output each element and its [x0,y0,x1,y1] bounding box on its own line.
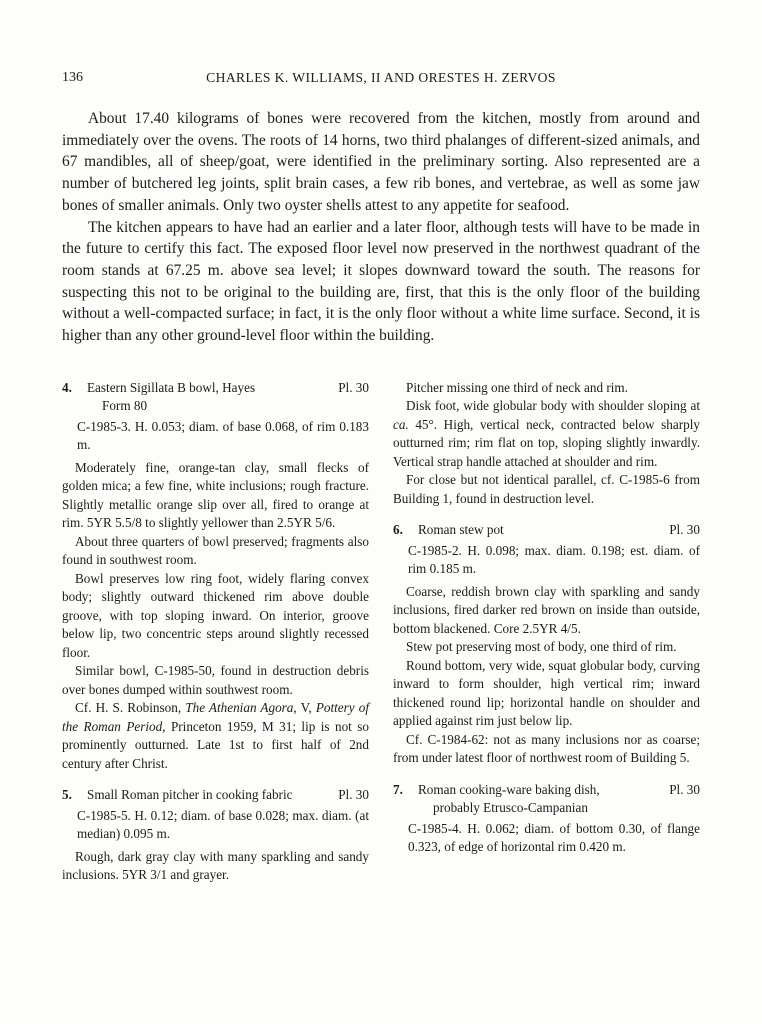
entry-7-plate-ref: Pl. 30 [669,781,700,797]
shape-text: 45°. High, vertical neck, contracted below sharply outturned rim; rim flat on top, sloping slightly inwardly. Vertical strap handle attached at shoulder and rim. [393,416,700,469]
citation-text: , V, [293,700,316,716]
entry-4-shape-paragraph: Bowl preserves low ring foot, widely flaring convex body; slightly outward thickened rim above double groove, with top sloping inward. On interior, groove below lip, two concentric steps around slightly recessed floor. [62,570,369,660]
citation-book-title: The Athenian Agora [185,700,294,716]
entry-5-title-line1: Small Roman pitcher in cooking fabric [87,787,293,803]
entry-6-parallel-paragraph: Cf. C-1984-62: not as many inclusions nor as coarse; from under latest floor of northwest room of Building 5. [393,731,700,766]
entry-4-title-line1: Eastern Sigillata B bowl, Hayes [87,379,256,395]
page-number: 136 [62,70,83,85]
entry-5-heading [62,786,369,805]
intro-section [62,108,700,347]
citation-text: Cf. H. S. Robinson, [75,700,186,716]
entry-5-parallel-paragraph: For close but not identical parallel, cf. C-1985-6 from Building 1, found in destruction level. [393,472,700,506]
entry-6-number: 6. [393,522,403,538]
entry-4-plate-ref: Pl. 30 [338,379,369,395]
entry-5-shape-paragraph [393,397,700,471]
entry-4-title [87,379,332,416]
entry-4-citation-paragraph [62,699,369,773]
entry-4-dimensions: C-1985-3. H. 0.053; diam. of base 0.068, of rim 0.183 m. [77,418,369,453]
entry-7-title [418,781,663,818]
entry-6-fabric-paragraph: Coarse, reddish brown clay with sparkling and sandy inclusions, fired darker red brown on inside than outside, bottom blackened. Core 2.5YR 4/5. [393,583,700,636]
entry-7-heading [393,781,700,818]
entry-5-number: 5. [62,787,72,803]
entry-7-dimensions: C-1985-4. H. 0.062; diam. of bottom 0.30, of flange 0.323, of edge of horizontal rim 0.420 m. [408,820,700,855]
running-head: CHARLES K. WILLIAMS, II AND ORESTES H. ZERVOS [206,70,556,85]
entry-6-title [418,521,663,540]
entry-4-title-line2: Form 80 [102,398,148,414]
citation-text: , Princeton 1959, M 31; lip is not so prominently outturned. Late 1st to first half of 2nd century after Christ. [62,718,369,771]
catalog-column-right [393,379,700,885]
citation-volume-title: Pottery of the Roman Period [62,700,370,734]
entry-4-heading [62,379,369,416]
entry-4-number: 4. [62,379,72,395]
entry-5-fabric-paragraph: Rough, dark gray clay with many sparkling and sandy inclusions. 5YR 3/1 and grayer. [62,848,369,883]
entry-5-plate-ref: Pl. 30 [338,787,369,803]
entry-7-title-line2: probably Etrusco-Campanian [433,800,588,816]
circa-abbreviation: ca. [393,416,409,432]
catalog-entry-6 [393,521,700,768]
intro-paragraph-floors: The kitchen appears to have had an earlier and a later floor, although tests will have to be made in the future to certify this fact. The exposed floor level now preserved in the northwest quadrant of the room stands at 67.25 m. above sea level; it slopes downward toward the south. The reasons for suspecting this not to be original to the building are, first, that this is the only floor of the building without a well-compacted surface; in fact, it is the only floor without a white lime surface. Second, it is higher than any other ground-level floor within the building. [62,218,700,345]
entry-6-title-line1: Roman stew pot [418,522,504,538]
shape-text: Disk foot, wide globular body with shoulder sloping at [406,398,700,414]
catalog-entry-5 [62,786,369,885]
entry-6-preservation-paragraph: Stew pot preserving most of body, one third of rim. [406,639,677,655]
catalog-section [62,379,700,885]
catalog-entry-4 [62,379,369,774]
entry-5-dimensions: C-1985-5. H. 0.12; diam. of base 0.028; max. diam. (at median) 0.095 m. [77,807,369,842]
entry-5-title [87,786,332,805]
entry-4-fabric-paragraph: Moderately fine, orange-tan clay, small flecks of golden mica; a few fine, white inclusions; rough fracture. Slightly metallic orange slip over all, fired to orange at rim. 5YR 5.5/8 to slightly yellower than 2.5YR 5/6. [62,459,369,531]
entry-6-plate-ref: Pl. 30 [669,522,700,538]
entry-7-title-line1: Roman cooking-ware baking dish, [418,781,600,797]
entry-6-shape-paragraph: Round bottom, very wide, squat globular body, curving inward to form shoulder, high vertical rim; inward thickened round lip; horizontal handle on shoulder and applied against rim just below lip. [393,657,700,729]
intro-paragraph-bones: About 17.40 kilograms of bones were recovered from the kitchen, mostly from around and immediately over the ovens. The roots of 14 horns, two third phalanges of different-sized animals, and 67 mandibles, all of sheep/goat, were identified in the preliminary sorting. Also represented are a number of butchered leg joints, split brain cases, a few rib bones, and vertebrae, as well as some jaw bones of smaller animals. Only two oyster shells attest to any appetite for seafood. [62,110,700,214]
entry-6-heading [393,521,700,540]
catalog-entry-5-continued [393,379,700,509]
catalog-entry-7 [393,781,700,857]
entry-6-dimensions: C-1985-2. H. 0.098; max. diam. 0.198; est. diam. of rim 0.185 m. [408,542,700,577]
entry-4-preservation-paragraph: About three quarters of bowl preserved; fragments also found in southwest room. [62,533,369,568]
entry-7-number: 7. [393,781,403,797]
entry-5-preservation-paragraph: Pitcher missing one third of neck and rim. [406,379,628,395]
catalog-column-left [62,379,369,885]
page-header [62,70,700,90]
entry-4-similar-paragraph: Similar bowl, C-1985-50, found in destruction debris over bones dumped within southwest room. [62,663,369,697]
